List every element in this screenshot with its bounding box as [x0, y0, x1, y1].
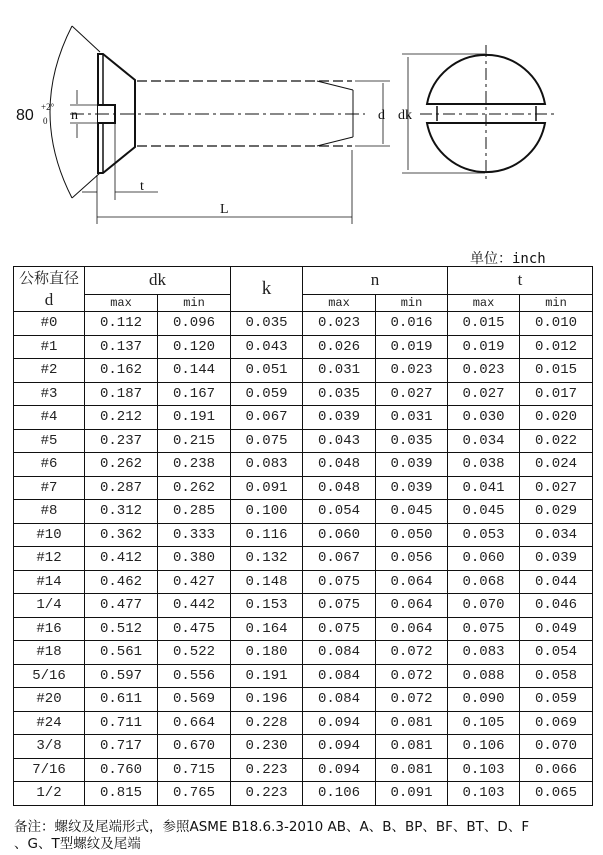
table-row — [14, 453, 593, 477]
cell-value: 0.048 — [303, 453, 376, 477]
cell-value: 0.522 — [158, 641, 231, 665]
header-n-min: min — [376, 294, 448, 311]
cell-value: 0.064 — [376, 594, 448, 618]
cell-value: 0.556 — [158, 664, 231, 688]
cell-value: 0.815 — [85, 782, 158, 806]
header-t: t — [448, 267, 593, 295]
cell-value: 0.212 — [85, 406, 158, 430]
cell-value: 0.760 — [85, 758, 158, 782]
cell-value: 0.083 — [448, 641, 520, 665]
cell-value: 0.711 — [85, 711, 158, 735]
cell-value: 0.333 — [158, 523, 231, 547]
cell-value: 0.597 — [85, 664, 158, 688]
header-k: k — [231, 267, 303, 312]
cell-value: 0.223 — [231, 782, 303, 806]
cell-value: 0.091 — [231, 476, 303, 500]
cell-size: #2 — [14, 359, 85, 383]
cell-value: 0.065 — [520, 782, 593, 806]
cell-value: 0.067 — [231, 406, 303, 430]
cell-value: 0.045 — [376, 500, 448, 524]
header-n-max: max — [303, 294, 376, 311]
header-dk-min: min — [158, 294, 231, 311]
cell-value: 0.223 — [231, 758, 303, 782]
cell-size: #6 — [14, 453, 85, 477]
cell-size: #16 — [14, 617, 85, 641]
cell-value: 0.022 — [520, 429, 593, 453]
cell-value: 0.153 — [231, 594, 303, 618]
cell-value: 0.081 — [376, 758, 448, 782]
cell-value: 0.015 — [448, 312, 520, 336]
cell-value: 0.064 — [376, 570, 448, 594]
cell-value: 0.081 — [376, 711, 448, 735]
cell-value: 0.043 — [303, 429, 376, 453]
cell-value: 0.088 — [448, 664, 520, 688]
table-row — [14, 500, 593, 524]
cell-size: #3 — [14, 382, 85, 406]
cell-value: 0.462 — [85, 570, 158, 594]
cell-value: 0.262 — [85, 453, 158, 477]
cell-value: 0.027 — [448, 382, 520, 406]
cell-value: 0.039 — [303, 406, 376, 430]
t-label: t — [140, 179, 144, 194]
header-t-min: min — [520, 294, 593, 311]
cell-value: 0.035 — [376, 429, 448, 453]
cell-value: 0.664 — [158, 711, 231, 735]
L-label: L — [220, 202, 229, 217]
cell-value: 0.027 — [520, 476, 593, 500]
cell-value: 0.026 — [303, 335, 376, 359]
cell-value: 0.017 — [520, 382, 593, 406]
cell-value: 0.105 — [448, 711, 520, 735]
cell-value: 0.094 — [303, 735, 376, 759]
cell-value: 0.075 — [303, 617, 376, 641]
d-label: d — [378, 108, 385, 123]
cell-value: 0.162 — [85, 359, 158, 383]
cell-value: 0.035 — [303, 382, 376, 406]
cell-value: 0.031 — [303, 359, 376, 383]
cell-size: #10 — [14, 523, 85, 547]
cell-value: 0.049 — [520, 617, 593, 641]
cell-value: 0.285 — [158, 500, 231, 524]
cell-value: 0.167 — [158, 382, 231, 406]
cell-value: 0.717 — [85, 735, 158, 759]
cell-value: 0.070 — [520, 735, 593, 759]
table-row — [14, 711, 593, 735]
cell-value: 0.039 — [376, 476, 448, 500]
cell-value: 0.765 — [158, 782, 231, 806]
cell-value: 0.096 — [158, 312, 231, 336]
angle-arc — [50, 26, 72, 198]
cell-value: 0.048 — [303, 476, 376, 500]
cell-value: 0.059 — [231, 382, 303, 406]
cell-value: 0.027 — [376, 382, 448, 406]
dk-label: dk — [398, 108, 412, 123]
cell-value: 0.068 — [448, 570, 520, 594]
cell-value: 0.137 — [85, 335, 158, 359]
cell-value: 0.072 — [376, 664, 448, 688]
cell-value: 0.148 — [231, 570, 303, 594]
table-row — [14, 523, 593, 547]
cell-value: 0.477 — [85, 594, 158, 618]
cell-value: 0.067 — [303, 547, 376, 571]
cell-value: 0.120 — [158, 335, 231, 359]
cell-size: #24 — [14, 711, 85, 735]
cell-value: 0.180 — [231, 641, 303, 665]
cell-value: 0.019 — [376, 335, 448, 359]
table-row — [14, 664, 593, 688]
cell-value: 0.038 — [448, 453, 520, 477]
cell-size: 7/16 — [14, 758, 85, 782]
header-dk: dk — [85, 267, 231, 295]
cell-value: 0.091 — [376, 782, 448, 806]
cell-value: 0.238 — [158, 453, 231, 477]
cell-value: 0.116 — [231, 523, 303, 547]
cell-value: 0.019 — [448, 335, 520, 359]
cell-value: 0.072 — [376, 641, 448, 665]
footnote-line-2: 、G、T型螺纹及尾端 — [14, 836, 141, 852]
cell-value: 0.715 — [158, 758, 231, 782]
table-row — [14, 547, 593, 571]
cell-value: 0.230 — [231, 735, 303, 759]
cell-value: 0.287 — [85, 476, 158, 500]
cell-value: 0.064 — [376, 617, 448, 641]
cell-value: 0.103 — [448, 758, 520, 782]
cell-value: 0.187 — [85, 382, 158, 406]
cell-value: 0.035 — [231, 312, 303, 336]
cell-value: 0.054 — [303, 500, 376, 524]
cell-value: 0.362 — [85, 523, 158, 547]
cell-value: 0.030 — [448, 406, 520, 430]
header-t-max: max — [448, 294, 520, 311]
cell-value: 0.196 — [231, 688, 303, 712]
cell-value: 0.100 — [231, 500, 303, 524]
cell-value: 0.066 — [520, 758, 593, 782]
cell-value: 0.084 — [303, 641, 376, 665]
cell-value: 0.020 — [520, 406, 593, 430]
cell-value: 0.039 — [520, 547, 593, 571]
cell-value: 0.053 — [448, 523, 520, 547]
cell-value: 0.228 — [231, 711, 303, 735]
cell-value: 0.060 — [303, 523, 376, 547]
cell-size: #8 — [14, 500, 85, 524]
cell-size: #18 — [14, 641, 85, 665]
cell-value: 0.039 — [376, 453, 448, 477]
svg-text:0: 0 — [43, 116, 48, 126]
cell-value: 0.031 — [376, 406, 448, 430]
cell-value: 0.075 — [231, 429, 303, 453]
cell-value: 0.380 — [158, 547, 231, 571]
cell-value: 0.670 — [158, 735, 231, 759]
table-row — [14, 594, 593, 618]
table-row — [14, 312, 593, 336]
cell-value: 0.084 — [303, 688, 376, 712]
cell-value: 0.041 — [448, 476, 520, 500]
unit-label: 单位：inch — [470, 251, 546, 267]
cell-value: 0.094 — [303, 711, 376, 735]
cell-value: 0.051 — [231, 359, 303, 383]
cell-value: 0.611 — [85, 688, 158, 712]
cell-value: 0.075 — [303, 570, 376, 594]
cell-value: 0.043 — [231, 335, 303, 359]
header-n: n — [303, 267, 448, 295]
cell-value: 0.050 — [376, 523, 448, 547]
table-row — [14, 758, 593, 782]
cell-value: 0.034 — [448, 429, 520, 453]
cell-value: 0.262 — [158, 476, 231, 500]
n-label: n — [71, 108, 78, 123]
cell-size: #12 — [14, 547, 85, 571]
cell-value: 0.103 — [448, 782, 520, 806]
table-row — [14, 335, 593, 359]
cell-value: 0.084 — [303, 664, 376, 688]
cell-value: 0.512 — [85, 617, 158, 641]
cell-value: 0.016 — [376, 312, 448, 336]
cell-size: 3/8 — [14, 735, 85, 759]
cell-value: 0.475 — [158, 617, 231, 641]
svg-text:+2°: +2° — [41, 102, 55, 112]
cell-value: 0.312 — [85, 500, 158, 524]
cell-value: 0.015 — [520, 359, 593, 383]
cell-value: 0.112 — [85, 312, 158, 336]
cell-value: 0.054 — [520, 641, 593, 665]
table-row — [14, 735, 593, 759]
footnote — [14, 819, 599, 853]
header-dk-max: max — [85, 294, 158, 311]
cell-value: 0.075 — [303, 594, 376, 618]
table-row — [14, 688, 593, 712]
table-row — [14, 617, 593, 641]
cell-size: #4 — [14, 406, 85, 430]
cell-value: 0.427 — [158, 570, 231, 594]
cell-value: 0.060 — [448, 547, 520, 571]
table-row — [14, 359, 593, 383]
cell-value: 0.056 — [376, 547, 448, 571]
cell-value: 0.044 — [520, 570, 593, 594]
table-row — [14, 641, 593, 665]
cell-value: 0.106 — [448, 735, 520, 759]
cell-value: 0.191 — [158, 406, 231, 430]
cell-value: 0.132 — [231, 547, 303, 571]
cell-value: 0.023 — [376, 359, 448, 383]
cell-value: 0.059 — [520, 688, 593, 712]
cell-value: 0.083 — [231, 453, 303, 477]
cell-value: 0.090 — [448, 688, 520, 712]
cell-size: #14 — [14, 570, 85, 594]
cell-value: 0.094 — [303, 758, 376, 782]
header-nominal-diameter: 公称直径 d — [14, 267, 85, 312]
cell-value: 0.106 — [303, 782, 376, 806]
screw-drawing — [0, 0, 603, 245]
cell-value: 0.023 — [303, 312, 376, 336]
cell-size: 1/2 — [14, 782, 85, 806]
cell-value: 0.191 — [231, 664, 303, 688]
cell-size: #7 — [14, 476, 85, 500]
table-row — [14, 429, 593, 453]
cell-value: 0.442 — [158, 594, 231, 618]
cell-value: 0.010 — [520, 312, 593, 336]
cell-value: 0.046 — [520, 594, 593, 618]
cell-size: 5/16 — [14, 664, 85, 688]
cell-value: 0.215 — [158, 429, 231, 453]
cell-value: 0.024 — [520, 453, 593, 477]
cell-value: 0.023 — [448, 359, 520, 383]
cell-value: 0.561 — [85, 641, 158, 665]
cell-value: 0.029 — [520, 500, 593, 524]
cell-value: 0.237 — [85, 429, 158, 453]
table-row — [14, 476, 593, 500]
cell-value: 0.164 — [231, 617, 303, 641]
cell-size: #1 — [14, 335, 85, 359]
cell-size: 1/4 — [14, 594, 85, 618]
dimension-table — [13, 266, 593, 806]
angle-label: 80 — [16, 107, 34, 124]
table-body — [14, 312, 593, 806]
footnote-line-1: 备注：螺纹及尾端形式，参照ASME B18.6.3-2010 AB、A、B、BP、BF、BT、D、F — [14, 819, 530, 835]
cell-value: 0.569 — [158, 688, 231, 712]
table-row — [14, 570, 593, 594]
cell-value: 0.081 — [376, 735, 448, 759]
cell-value: 0.070 — [448, 594, 520, 618]
cell-value: 0.075 — [448, 617, 520, 641]
table-row — [14, 382, 593, 406]
cell-value: 0.412 — [85, 547, 158, 571]
cell-value: 0.034 — [520, 523, 593, 547]
cell-value: 0.069 — [520, 711, 593, 735]
table-row — [14, 782, 593, 806]
cell-size: #5 — [14, 429, 85, 453]
cell-value: 0.072 — [376, 688, 448, 712]
cell-size: #0 — [14, 312, 85, 336]
table-row — [14, 406, 593, 430]
cell-value: 0.144 — [158, 359, 231, 383]
cell-value: 0.045 — [448, 500, 520, 524]
cell-value: 0.012 — [520, 335, 593, 359]
cell-size: #20 — [14, 688, 85, 712]
cell-value: 0.058 — [520, 664, 593, 688]
